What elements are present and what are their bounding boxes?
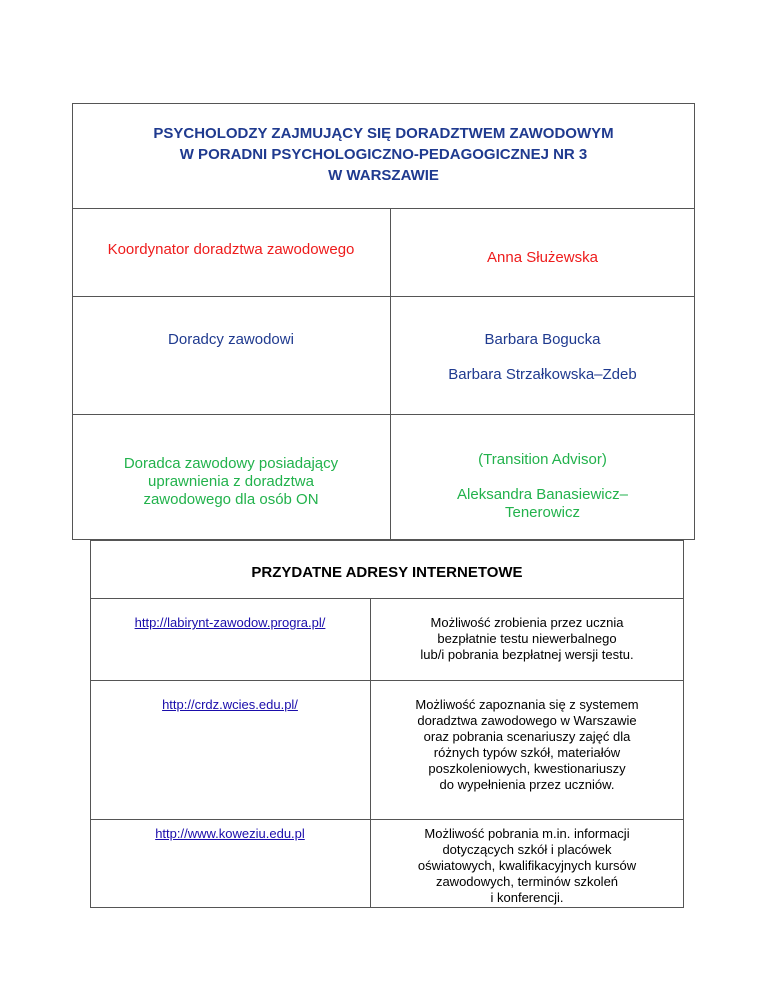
special-advisor-role: Doradca zawodowy posiadający uprawnienia z doradztwa zawodowego dla osób ON	[123, 455, 339, 508]
divider	[90, 598, 684, 599]
special-advisor-title: (Transition Advisor)	[478, 451, 607, 468]
link-description: Możliwość zapoznania się z systemem doradztwa zawodowego w Warszawie oraz pobrania scenariuszy zajęć dla różnych typów szkół, materiałów poszkoleniowych, kwestionariuszy do wypełnienia przez uczniów.	[415, 697, 639, 792]
link-description: Możliwość pobrania m.in. informacji dotyczących szkół i placówek oświatowych, kwalifikacyjnych kursów zawodowych, terminów szkoleń i konferencji.	[417, 826, 637, 905]
link-description: Możliwość zrobienia przez ucznia bezpłatnie testu niewerbalnego lub/i pobrania bezpłatnej wersji testu.	[420, 615, 634, 662]
link-labirynt-zawodow[interactable]: http://labirynt-zawodow.progra.pl/	[134, 615, 326, 630]
advisors-table-heading: PSYCHOLODZY ZAJMUJĄCY SIĘ DORADZTWEM ZAWODOWYM W PORADNI PSYCHOLOGICZNO-PEDAGOGICZNEJ NR 3 W WARSZAWIE	[153, 125, 614, 184]
advisor-name-1: Barbara Bogucka	[484, 331, 601, 348]
advisor-name-2: Barbara Strzałkowska–Zdeb	[448, 366, 637, 383]
advisors-role: Doradcy zawodowi	[168, 331, 294, 348]
divider	[90, 819, 684, 820]
divider	[72, 296, 695, 297]
coordinator-role: Koordynator doradztwa zawodowego	[107, 241, 355, 258]
special-advisor-name: Aleksandra Banasiewicz– Tenerowicz	[457, 486, 628, 521]
divider	[72, 414, 695, 415]
divider	[90, 680, 684, 681]
link-crdz-wcies[interactable]: http://crdz.wcies.edu.pl/	[162, 697, 298, 712]
coordinator-name: Anna Służewska	[487, 249, 598, 266]
links-table-heading: PRZYDATNE ADRESY INTERNETOWE	[251, 564, 523, 581]
link-koweziu[interactable]: http://www.koweziu.edu.pl	[155, 826, 305, 841]
divider	[72, 208, 695, 209]
